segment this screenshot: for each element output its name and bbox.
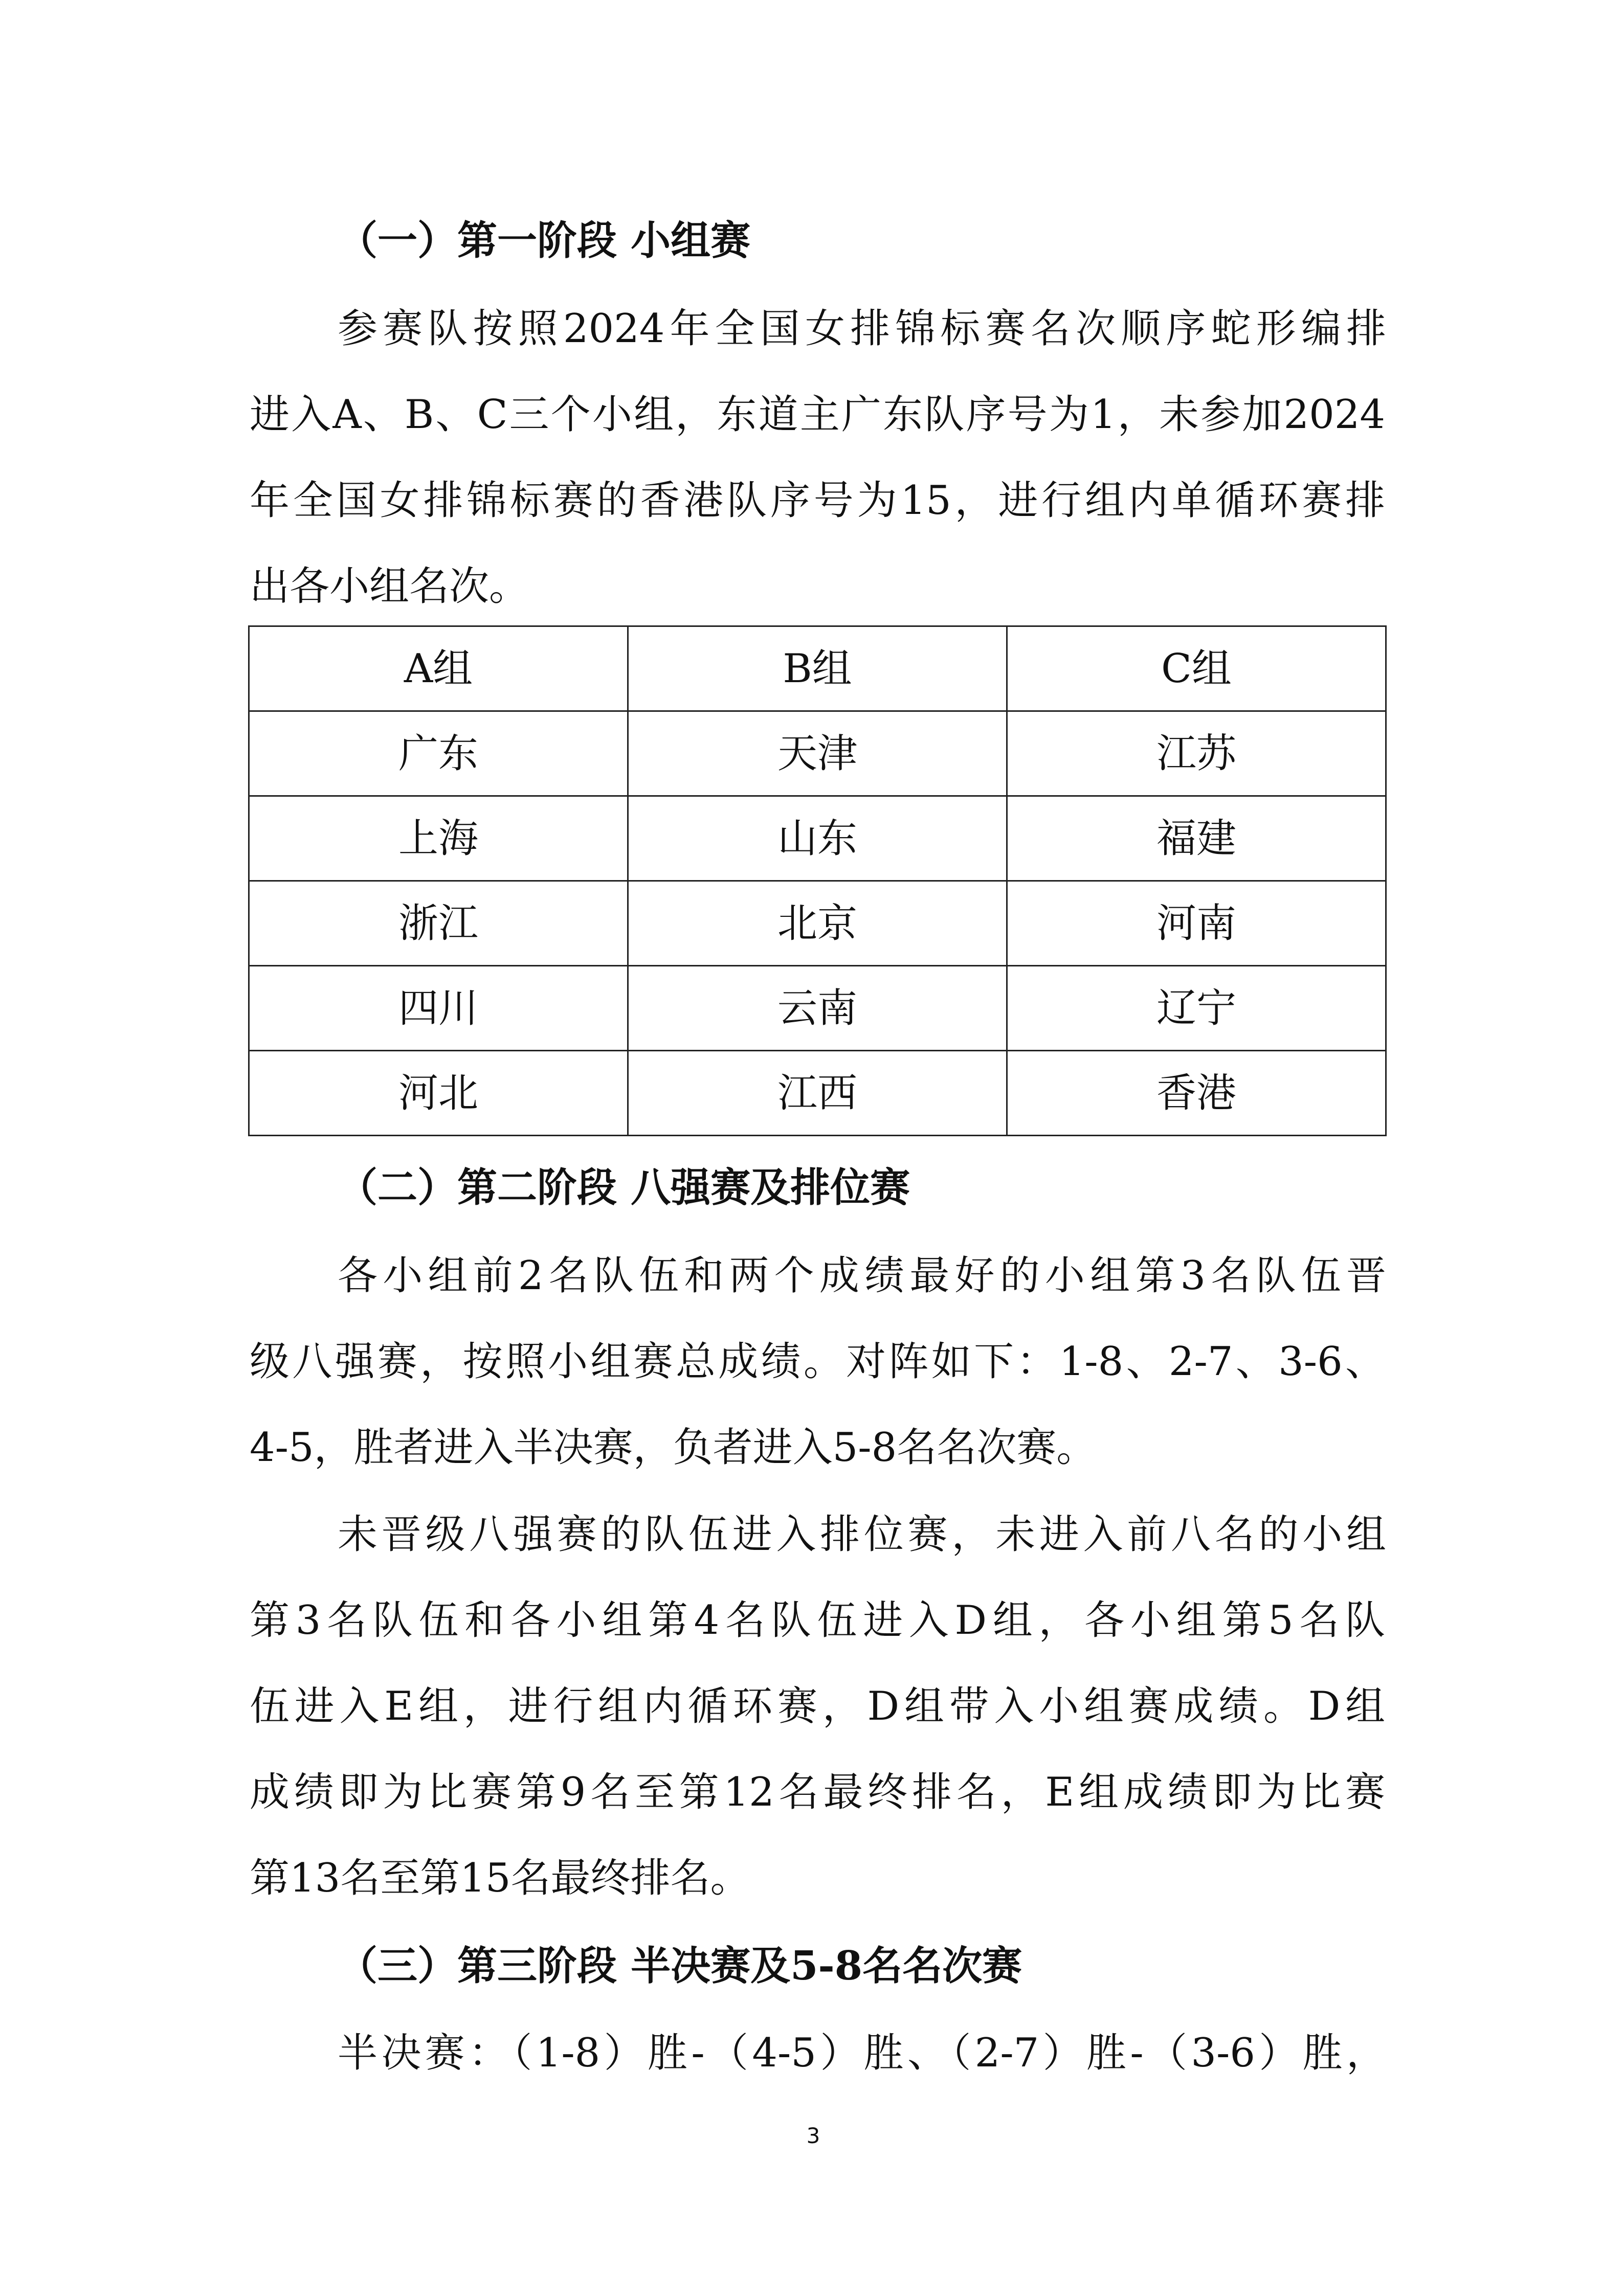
table-cell: 天津 <box>628 711 1007 796</box>
paragraph-line: 成绩即为比赛第9名至第12名最终排名，E组成绩即为比赛 <box>250 1769 1385 1815</box>
table-row <box>249 796 1386 881</box>
groups-table <box>248 625 1387 1136</box>
paragraph-line: 各小组前2名队伍和两个成绩最好的小组第3名队伍晋 <box>338 1253 1386 1299</box>
table-cell: 江西 <box>628 1051 1007 1136</box>
table-cell: 上海 <box>249 796 628 881</box>
table-cell: 北京 <box>628 881 1007 966</box>
paragraph-line: 伍进入E组，进行组内循环赛，D组带入小组赛成绩。D组 <box>250 1683 1385 1729</box>
table-cell: 云南 <box>628 966 1007 1051</box>
table-row <box>249 1051 1386 1136</box>
table-cell: 四川 <box>249 966 628 1051</box>
table-cell: 河北 <box>249 1051 628 1136</box>
table-row <box>249 711 1386 796</box>
table-cell: 河南 <box>1007 881 1386 966</box>
paragraph-line: 第3名队伍和各小组第4名队伍进入D组，各小组第5名队 <box>250 1597 1385 1644</box>
table-header-cell: A组 <box>249 626 628 711</box>
table-cell: 香港 <box>1007 1051 1386 1136</box>
paragraph-line: 4-5，胜者进入半决赛，负者进入5-8名名次赛。 <box>250 1425 1097 1471</box>
page-number: 3 <box>806 2123 820 2148</box>
paragraph-line: 未晋级八强赛的队伍进入排位赛，未进入前八名的小组 <box>338 1512 1386 1558</box>
section3-heading: （三）第三阶段 半决赛及5-8名名次赛 <box>338 1943 1022 1989</box>
paragraph-line: 半决赛：（1-8）胜-（4-5）胜、（2-7）胜-（3-6）胜， <box>338 2030 1386 2076</box>
table-cell: 辽宁 <box>1007 966 1386 1051</box>
table-cell: 广东 <box>249 711 628 796</box>
table-header-row <box>249 626 1386 711</box>
table-cell: 浙江 <box>249 881 628 966</box>
paragraph-line: 级八强赛，按照小组赛总成绩。对阵如下：1-8、2-7、3-6、 <box>250 1339 1385 1385</box>
table-cell: 福建 <box>1007 796 1386 881</box>
table-header-cell: C组 <box>1007 626 1386 711</box>
paragraph-line: 参赛队按照2024年全国女排锦标赛名次顺序蛇形编排 <box>338 306 1386 352</box>
table-header-cell: B组 <box>628 626 1007 711</box>
table-cell: 江苏 <box>1007 711 1386 796</box>
section1-heading: （一）第一阶段 小组赛 <box>338 217 751 264</box>
paragraph-line: 年全国女排锦标赛的香港队序号为15，进行组内单循环赛排 <box>250 478 1385 524</box>
paragraph-line: 出各小组名次。 <box>250 564 529 610</box>
paragraph-line: 第13名至第15名最终排名。 <box>250 1855 750 1901</box>
table-row <box>249 881 1386 966</box>
paragraph-line: 进入A、B、C三个小组，东道主广东队序号为1，未参加2024 <box>250 392 1385 438</box>
table-row <box>249 966 1386 1051</box>
section2-heading: （二）第二阶段 八强赛及排位赛 <box>338 1164 910 1211</box>
table-cell: 山东 <box>628 796 1007 881</box>
